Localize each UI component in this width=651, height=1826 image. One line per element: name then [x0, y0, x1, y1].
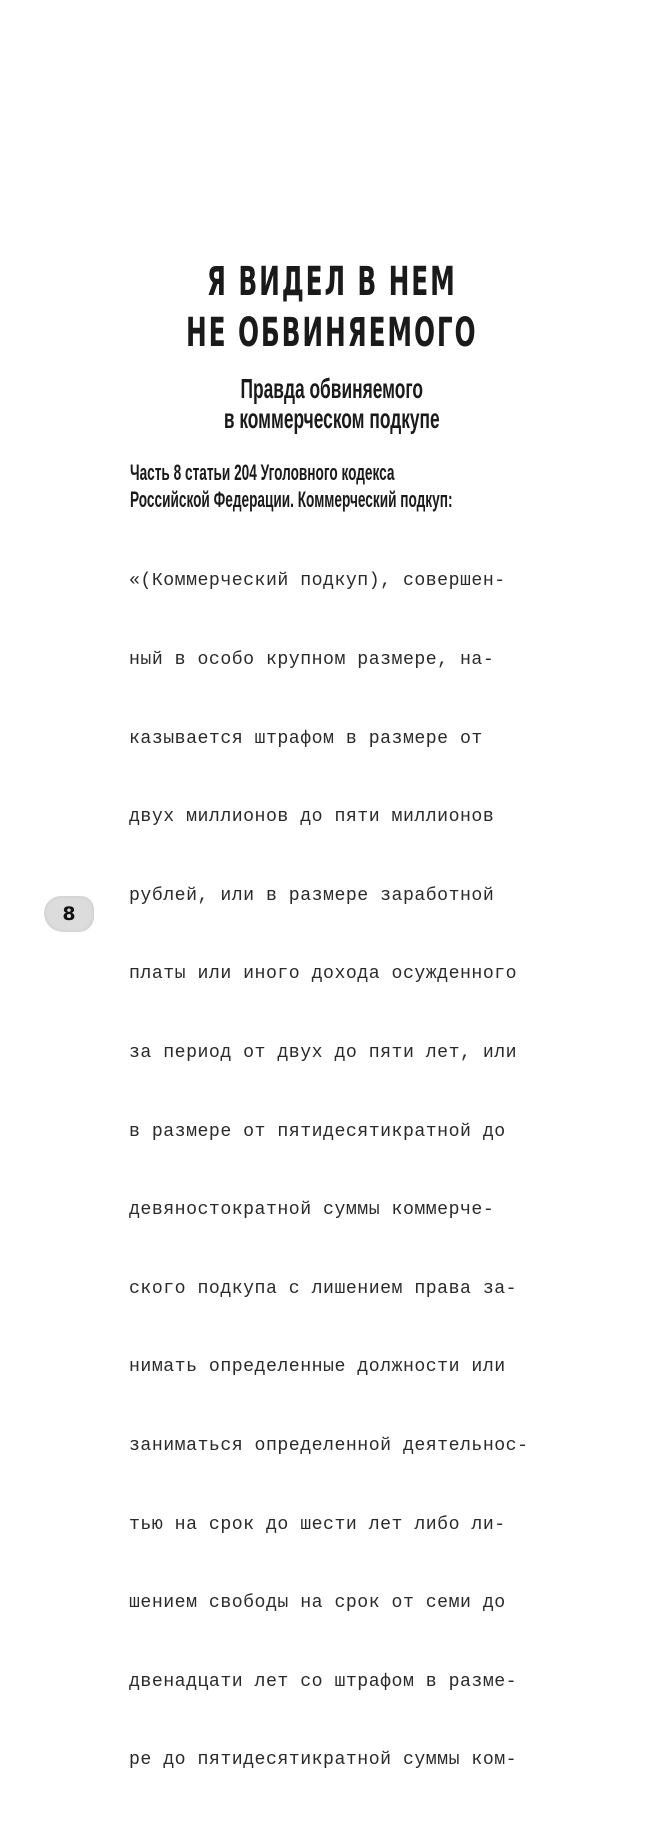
chapter-title-line-1: Я ВИДЕЛ В НЕМ	[206, 259, 457, 305]
body-line: девяностократной суммы коммерче-	[129, 1200, 495, 1221]
body-line: платы или иного дохода осужденного	[129, 964, 518, 985]
body-line: нимать определенные должности или	[129, 1357, 506, 1378]
body-line: в размере от пятидесятикратной до	[129, 1121, 506, 1142]
body-line: двух миллионов до пяти миллионов	[129, 807, 495, 828]
body-line: шением свободы на срок от семи до	[129, 1593, 506, 1614]
body-line: заниматься определенной деятельнос-	[129, 1435, 529, 1456]
body-line: за период от двух до пяти лет, или	[129, 1042, 518, 1063]
body-line: ный в особо крупном размере, на-	[129, 650, 495, 670]
body-line: тью на срок до шести лет либо ли-	[129, 1514, 506, 1535]
body-line: ре до пятидесятикратной суммы ком-	[129, 1750, 518, 1771]
page-number: 8	[62, 903, 76, 925]
body-text	[129, 516, 529, 1826]
body-line: казывается штрафом в размере от	[129, 728, 483, 749]
chapter-subtitle-line-2: в коммерческом подкупе	[223, 403, 440, 434]
lead-line-2: Российской Федерации. Коммерческий подкуп:	[130, 487, 453, 512]
body-line: «(Коммерческий подкуп), совершен-	[129, 571, 506, 592]
page-number-badge	[44, 896, 94, 932]
lead-line-1: Часть 8 статьи 204 Уголовного кодекса	[130, 460, 395, 485]
chapter-title-line-2: НЕ ОБВИНЯЕМОГО	[186, 310, 478, 356]
body-line: рублей, или в размере заработной	[129, 885, 495, 906]
body-line: двенадцати лет со штрафом в разме-	[129, 1671, 518, 1692]
chapter-subtitle-line-1: Правда обвиняемого	[240, 373, 423, 404]
body-line: ского подкупа с лишением права за-	[129, 1278, 518, 1299]
